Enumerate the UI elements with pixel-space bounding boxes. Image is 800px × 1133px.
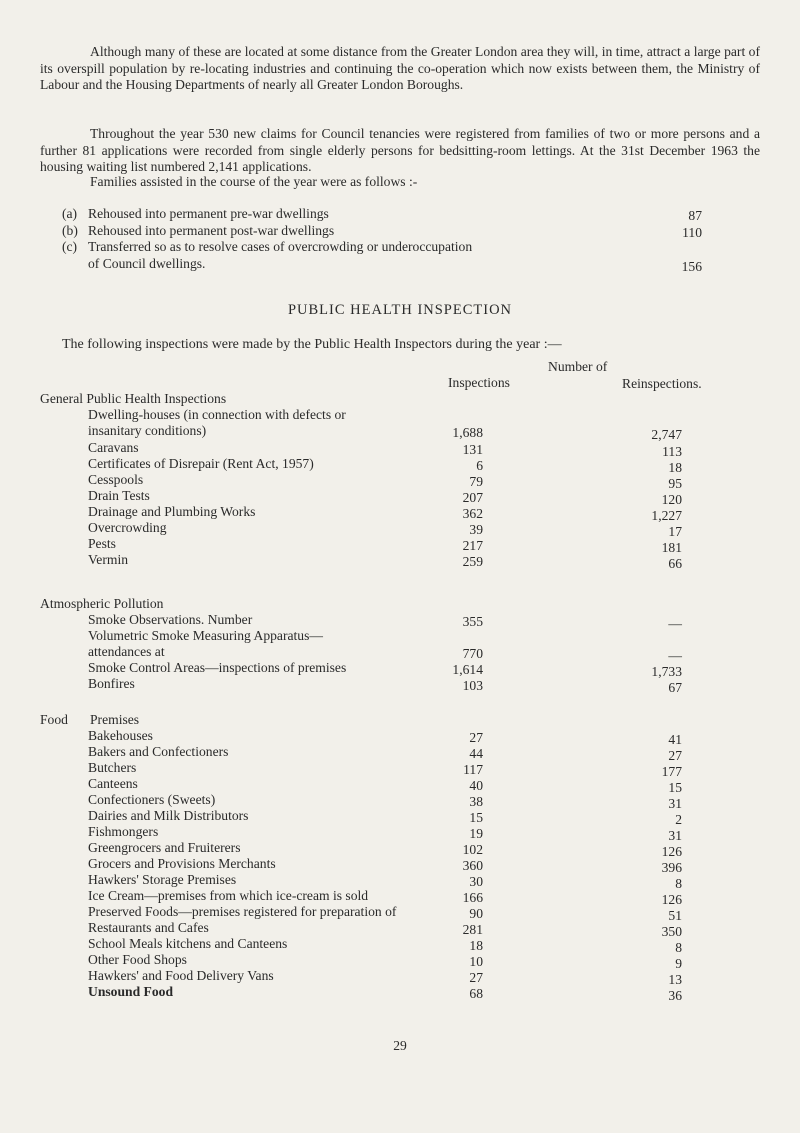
cell-reinspections: 27 [668,748,682,763]
cell-inspections: 39 [469,522,483,537]
paragraph-claims: Throughout the year 530 new claims for Council tenancies were registered from families of two or more persons and a further 81 applications were recorded from single elderly persons for bedsitting-room lettings. At the 31st December 1963 the housing waiting list numbered 2,141 applications. [40,126,760,174]
item-marker: (b) [62,222,78,238]
cell-reinspections: 36 [668,988,682,1003]
cell-inspections: 44 [469,746,483,761]
row-label: Cesspools [88,472,144,487]
cell-inspections: 79 [469,474,483,489]
cell-inspections: 770 [462,646,483,661]
cell-reinspections: 396 [661,860,682,875]
cell-inspections: 281 [462,922,483,937]
cell-reinspections: 18 [668,460,682,475]
cell-inspections: 18 [469,938,483,953]
cell-inspections: 166 [462,890,483,905]
row-label: Bakers and Confectioners [88,744,229,759]
cell-reinspections: 2 [675,812,682,827]
page-number: 29 [393,1038,407,1053]
row-label: Greengrocers and Fruiterers [88,840,241,855]
cell-reinspections: 120 [661,492,682,507]
cell-inspections: 1,614 [452,662,483,677]
row-label: Caravans [88,440,139,455]
cell-reinspections: 13 [668,972,682,987]
cell-reinspections: 8 [675,876,682,891]
cell-inspections: 6 [476,458,483,473]
cell-inspections: 10 [469,954,483,969]
cell-reinspections: 66 [668,556,682,571]
item-marker: (c) [62,239,78,254]
cell-inspections: 1,688 [452,425,483,440]
row-label: Smoke Observations. Number [88,612,253,627]
row-label-cont: insanitary conditions) [88,423,207,438]
row-label: Hawkers' and Food Delivery Vans [88,968,274,983]
list-item [62,206,702,223]
cell-inspections: 68 [469,986,483,1001]
cell-inspections: 40 [469,778,483,793]
row-label: Butchers [88,760,137,775]
cell-reinspections: 8 [675,940,682,955]
cell-inspections: 355 [462,614,483,629]
cell-reinspections: 126 [661,892,682,907]
item-text-cont: of Council dwellings. [88,255,206,271]
list-item [62,256,702,273]
row-label: Certificates of Disrepair (Rent Act, 1957) [88,456,314,471]
cell-inspections: 360 [462,858,483,873]
row-label: Volumetric Smoke Measuring Apparatus— [88,628,323,643]
cell-reinspections: 41 [668,732,682,747]
row-label: Bakehouses [88,728,153,743]
cell-inspections: 19 [469,826,483,841]
row-label-cont: attendances at [88,644,165,659]
cell-inspections: 90 [469,906,483,921]
item-text: Rehoused into permanent post-war dwellings [88,222,335,238]
cell-inspections: 207 [462,490,483,505]
cell-reinspections: 9 [675,956,682,971]
cell-reinspections: 177 [661,764,682,779]
cell-reinspections: 95 [668,476,682,491]
cell-reinspections: 17 [668,524,682,539]
cell-reinspections: 1,733 [651,664,682,679]
cell-reinspections: 31 [668,828,682,843]
item-value: 156 [681,258,702,274]
column-header-reinspections: Reinspections. [622,376,702,391]
row-label: Overcrowding [88,520,167,535]
cell-inspections: 27 [469,730,483,745]
cell-inspections: 103 [462,678,483,693]
families-intro: Families assisted in the course of the year were as follows :- [90,174,418,189]
row-label: Dairies and Milk Distributors [88,808,249,823]
cell-inspections: 117 [463,762,483,777]
cell-reinspections: 1,227 [651,508,682,523]
row-label: Grocers and Provisions Merchants [88,856,276,871]
row-label: Smoke Control Areas—inspections of premises [88,660,347,675]
item-text: Rehoused into permanent pre-war dwellings [88,206,329,221]
section-title-food: Food [40,712,68,727]
section-title-premises: Premises [90,712,140,727]
paragraph-overspill: Although many of these are located at some distance from the Greater London area they will, in time, attract a large part of its overspill population by re-locating industries and continuing the co-operation which now exists between them, the Ministry of Labour and the Housing Departments of nearly all Greater London Boroughs. [40,44,760,92]
row-label: Preserved Foods—premises registered for preparation of [88,904,397,919]
row-label: Ice Cream—premises from which ice-cream is sold [88,888,369,903]
cell-reinspections: 2,747 [651,427,682,442]
inspections-intro: The following inspections were made by the Public Health Inspectors during the year :— [62,337,562,352]
item-value: 87 [688,208,702,223]
cell-inspections: 15 [469,810,483,825]
row-label: Confectioners (Sweets) [88,792,216,807]
cell-reinspections: 67 [668,680,682,695]
list-item [62,223,702,240]
cell-inspections: 217 [462,538,483,553]
cell-reinspections: 350 [661,924,682,939]
cell-reinspections: 181 [661,540,682,555]
column-header-inspections: Inspections [448,375,510,390]
cell-reinspections: 31 [668,796,682,811]
cell-reinspections: 126 [661,844,682,859]
cell-reinspections: 113 [662,444,682,459]
cell-inspections: 38 [469,794,483,809]
row-label: School Meals kitchens and Canteens [88,936,288,951]
row-label: Drain Tests [88,488,150,503]
row-label: Unsound Food [88,984,174,999]
row-label: Pests [88,536,116,551]
row-label: Drainage and Plumbing Works [88,504,256,519]
section-heading: PUBLIC HEALTH INSPECTION [287,302,513,318]
cell-reinspections: 15 [668,780,682,795]
section-title-general: General Public Health Inspections [40,391,227,406]
item-value: 110 [682,224,702,240]
cell-inspections: 102 [462,842,483,857]
cell-inspections: 362 [462,506,483,521]
cell-reinspections: 51 [668,908,682,923]
row-label: Restaurants and Cafes [88,920,209,935]
row-label: Fishmongers [88,824,159,839]
cell-inspections: 27 [469,970,483,985]
item-text: Transferred so as to resolve cases of overcrowding or underoccupation [88,239,473,254]
row-label: Bonfires [88,676,135,691]
section-title-atmospheric: Atmospheric Pollution [40,596,164,611]
row-label: Vermin [88,552,129,567]
cell-inspections: 259 [462,554,483,569]
families-list [62,206,702,272]
item-marker: (a) [62,206,78,221]
cell-inspections: 131 [462,442,483,457]
column-group-header: Number of [548,359,608,374]
cell-reinspections: — [668,648,682,663]
row-label: Dwelling-houses (in connection with defects or [88,407,346,422]
row-label: Other Food Shops [88,952,187,967]
list-item [62,239,702,256]
cell-reinspections: — [668,616,682,631]
row-label: Hawkers' Storage Premises [88,872,237,887]
cell-inspections: 30 [469,874,483,889]
row-label: Canteens [88,776,138,791]
